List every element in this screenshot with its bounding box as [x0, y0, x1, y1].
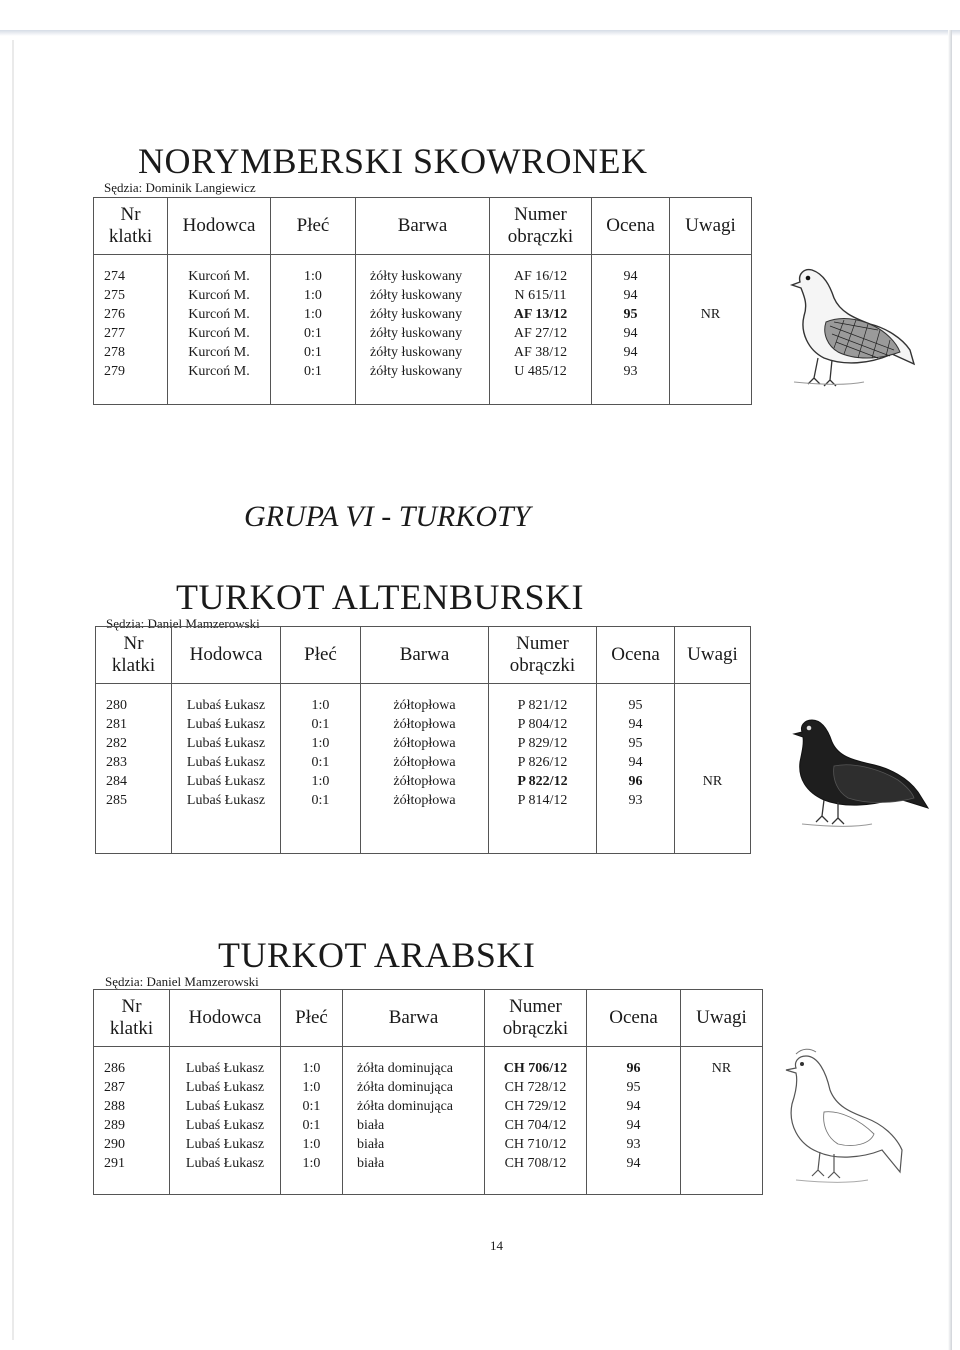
- header-color: Barwa: [361, 627, 489, 684]
- cell-nr: 276: [104, 307, 125, 322]
- cell-ring: P 814/12: [517, 793, 568, 808]
- cell-breeder: Lubaś Łukasz: [186, 736, 266, 751]
- header-color: Barwa: [356, 198, 490, 255]
- cell-color: żółta dominująca: [357, 1080, 454, 1095]
- cell-breeder: Lubaś Łukasz: [186, 717, 266, 732]
- entries-table: [93, 197, 752, 405]
- cell-breeder: Lubaś Łukasz: [185, 1061, 265, 1076]
- scan-right-edge: [948, 30, 952, 1350]
- cell-breeder: Lubaś Łukasz: [186, 755, 266, 770]
- cell-ring: CH 710/12: [504, 1137, 567, 1152]
- entries-table: [93, 989, 763, 1195]
- cell-score: 94: [626, 1099, 641, 1114]
- header-ring: Numer obrączki: [490, 198, 592, 255]
- header-sex: Płeć: [271, 198, 356, 255]
- cell-notes: [675, 734, 750, 753]
- column-score: [587, 1047, 681, 1195]
- cell-ring: CH 706/12: [503, 1061, 568, 1076]
- header-score: Ocena: [597, 627, 675, 684]
- page-number: 14: [490, 1238, 503, 1253]
- column-color: [356, 255, 490, 405]
- cell-color: żółtopłowa: [393, 698, 456, 713]
- cell-notes: [670, 324, 751, 343]
- column-sex: [271, 255, 356, 405]
- scan-top-edge: [0, 30, 960, 36]
- cell-notes: [675, 715, 750, 734]
- cell-score: 96: [628, 774, 643, 789]
- cell-color: żółty łuskowany: [370, 345, 463, 360]
- cell-nr: 291: [104, 1156, 125, 1171]
- cell-notes: [670, 343, 751, 362]
- cell-color: żółty łuskowany: [370, 288, 463, 303]
- column-sex: [281, 684, 361, 854]
- section-title-norymberski: NORYMBERSKI SKOWRONEK: [138, 141, 648, 181]
- cell-ring: CH 704/12: [504, 1118, 567, 1133]
- cell-ring: P 821/12: [517, 698, 568, 713]
- header-nr: Nr klatki: [94, 990, 170, 1047]
- header-breeder: Hodowca: [172, 627, 281, 684]
- cell-sex: 1:0: [302, 1080, 321, 1095]
- column-breeder: [168, 255, 271, 405]
- cell-color: żółty łuskowany: [370, 307, 463, 322]
- cell-color: biała: [357, 1137, 385, 1152]
- scan-left-edge: [12, 40, 14, 1340]
- cell-notes: [681, 1078, 762, 1097]
- judge-line: Sędzia: Daniel Mamzerowski: [106, 616, 260, 631]
- cell-score: 94: [626, 1118, 641, 1133]
- judge-line: Sędzia: Daniel Mamzerowski: [105, 974, 259, 989]
- header-notes: Uwagi: [670, 198, 752, 255]
- cell-sex: 1:0: [304, 288, 322, 303]
- column-score: [592, 255, 670, 405]
- cell-nr: 281: [106, 717, 127, 732]
- cell-color: żółtopłowa: [393, 717, 456, 732]
- cell-score: 94: [623, 326, 638, 341]
- column-sex: [281, 1047, 343, 1195]
- column-color: [343, 1047, 485, 1195]
- column-ring: [490, 255, 592, 405]
- cell-ring: P 804/12: [517, 717, 568, 732]
- cell-breeder: Lubaś Łukasz: [185, 1137, 265, 1152]
- column-notes: [681, 1047, 763, 1195]
- cell-color: żółta dominująca: [357, 1061, 454, 1076]
- pigeon-outline-illustration: [772, 1040, 912, 1190]
- cell-sex: 1:0: [311, 736, 330, 751]
- cell-breeder: Lubaś Łukasz: [186, 793, 266, 808]
- column-notes: [670, 255, 752, 405]
- cell-color: biała: [357, 1118, 385, 1133]
- cell-color: żółtopłowa: [393, 736, 456, 751]
- cell-notes: [681, 1154, 762, 1173]
- cell-breeder: Lubaś Łukasz: [185, 1156, 265, 1171]
- cell-color: żółta dominująca: [357, 1099, 454, 1114]
- cell-nr: 282: [106, 736, 127, 751]
- cell-sex: 0:1: [311, 793, 330, 808]
- cell-breeder: Kurcoń M.: [188, 288, 250, 303]
- entries-table: [95, 626, 751, 854]
- cell-ring: P 826/12: [517, 755, 568, 770]
- cell-nr: 288: [104, 1099, 125, 1114]
- cell-color: żółty łuskowany: [370, 269, 463, 284]
- column-nr: [96, 684, 172, 854]
- column-ring: [489, 684, 597, 854]
- cell-sex: 0:1: [304, 364, 322, 379]
- cell-sex: 0:1: [302, 1099, 321, 1114]
- cell-nr: 285: [106, 793, 127, 808]
- header-nr: Nr klatki: [94, 198, 168, 255]
- cell-nr: 280: [106, 698, 127, 713]
- cell-ring: CH 729/12: [504, 1099, 567, 1114]
- cell-sex: 1:0: [302, 1156, 321, 1171]
- cell-notes: [670, 362, 751, 381]
- column-nr: [94, 255, 168, 405]
- cell-sex: 1:0: [302, 1061, 321, 1076]
- cell-score: 96: [626, 1061, 641, 1076]
- cell-color: żółtopłowa: [393, 793, 456, 808]
- cell-sex: 0:1: [304, 345, 322, 360]
- column-ring: [485, 1047, 587, 1195]
- cell-nr: 287: [104, 1080, 125, 1095]
- cell-notes: [670, 286, 751, 305]
- cell-notes: [675, 696, 750, 715]
- cell-sex: 0:1: [304, 326, 322, 341]
- cell-notes: NR: [702, 774, 723, 789]
- cell-ring: P 829/12: [517, 736, 568, 751]
- cell-nr: 284: [106, 774, 127, 789]
- cell-score: 93: [628, 793, 643, 808]
- cell-breeder: Kurcoń M.: [188, 345, 250, 360]
- cell-ring: CH 708/12: [504, 1156, 567, 1171]
- cell-nr: 278: [104, 345, 125, 360]
- cell-ring: CH 728/12: [504, 1080, 567, 1095]
- header-nr: Nr klatki: [96, 627, 172, 684]
- cell-score: 94: [623, 345, 638, 360]
- cell-score: 94: [628, 755, 643, 770]
- cell-nr: 289: [104, 1118, 125, 1133]
- cell-score: 93: [626, 1137, 641, 1152]
- cell-nr: 290: [104, 1137, 125, 1152]
- pigeon-scaled-illustration: [774, 252, 924, 402]
- cell-ring: AF 27/12: [513, 326, 568, 341]
- cell-sex: 0:1: [311, 755, 330, 770]
- cell-ring: AF 16/12: [513, 269, 568, 284]
- cell-nr: 274: [104, 269, 125, 284]
- pigeon-dark-illustration: [782, 712, 932, 832]
- cell-breeder: Lubaś Łukasz: [185, 1080, 265, 1095]
- cell-color: żółty łuskowany: [370, 364, 463, 379]
- cell-breeder: Lubaś Łukasz: [185, 1099, 265, 1114]
- cell-nr: 286: [104, 1061, 125, 1076]
- cell-breeder: Lubaś Łukasz: [185, 1118, 265, 1133]
- header-notes: Uwagi: [675, 627, 751, 684]
- cell-sex: 1:0: [304, 269, 322, 284]
- cell-notes: NR: [711, 1061, 732, 1076]
- cell-breeder: Kurcoń M.: [188, 307, 250, 322]
- column-color: [361, 684, 489, 854]
- cell-notes: [681, 1097, 762, 1116]
- cell-nr: 277: [104, 326, 125, 341]
- column-breeder: [172, 684, 281, 854]
- cell-ring: AF 38/12: [513, 345, 568, 360]
- cell-score: 95: [623, 307, 638, 322]
- header-sex: Płeć: [281, 627, 361, 684]
- cell-sex: 0:1: [311, 717, 330, 732]
- cell-nr: 275: [104, 288, 125, 303]
- cell-score: 93: [623, 364, 638, 379]
- cell-color: żółty łuskowany: [370, 326, 463, 341]
- cell-notes: [675, 753, 750, 772]
- cell-ring: P 822/12: [517, 774, 568, 789]
- cell-notes: [675, 791, 750, 810]
- cell-breeder: Kurcoń M.: [188, 326, 250, 341]
- cell-notes: [681, 1116, 762, 1135]
- cell-score: 94: [623, 288, 638, 303]
- cell-nr: 283: [106, 755, 127, 770]
- column-score: [597, 684, 675, 854]
- column-notes: [675, 684, 751, 854]
- cell-score: 95: [626, 1080, 641, 1095]
- cell-breeder: Kurcoń M.: [188, 364, 250, 379]
- cell-notes: [670, 267, 751, 286]
- cell-score: 94: [626, 1156, 641, 1171]
- cell-color: biała: [357, 1156, 385, 1171]
- header-breeder: Hodowca: [168, 198, 271, 255]
- header-breeder: Hodowca: [170, 990, 281, 1047]
- header-ring: Numer obrączki: [485, 990, 587, 1047]
- header-score: Ocena: [587, 990, 681, 1047]
- header-color: Barwa: [343, 990, 485, 1047]
- cell-ring: AF 13/12: [513, 307, 568, 322]
- cell-sex: 0:1: [302, 1118, 321, 1133]
- cell-sex: 1:0: [304, 307, 322, 322]
- cell-breeder: Lubaś Łukasz: [186, 774, 266, 789]
- cell-color: żółtopłowa: [393, 774, 456, 789]
- section-title-arabski: TURKOT ARABSKI: [218, 935, 536, 975]
- header-ring: Numer obrączki: [489, 627, 597, 684]
- cell-sex: 1:0: [311, 774, 330, 789]
- cell-sex: 1:0: [311, 698, 330, 713]
- header-notes: Uwagi: [681, 990, 763, 1047]
- header-score: Ocena: [592, 198, 670, 255]
- column-nr: [94, 1047, 170, 1195]
- section-title-altenburski: TURKOT ALTENBURSKI: [176, 577, 585, 617]
- cell-score: 94: [628, 717, 643, 732]
- cell-breeder: Lubaś Łukasz: [186, 698, 266, 713]
- cell-ring: U 485/12: [514, 364, 567, 379]
- cell-notes: [681, 1135, 762, 1154]
- cell-nr: 279: [104, 364, 125, 379]
- judge-line: Sędzia: Dominik Langiewicz: [104, 180, 256, 195]
- cell-notes: NR: [700, 307, 721, 322]
- header-sex: Płeć: [281, 990, 343, 1047]
- cell-score: 95: [628, 736, 643, 751]
- column-breeder: [170, 1047, 281, 1195]
- cell-breeder: Kurcoń M.: [188, 269, 250, 284]
- cell-ring: N 615/11: [514, 288, 567, 303]
- cell-color: żółtopłowa: [393, 755, 456, 770]
- group-title: GRUPA VI - TURKOTY: [244, 500, 531, 533]
- cell-score: 95: [628, 698, 643, 713]
- cell-score: 94: [623, 269, 638, 284]
- cell-sex: 1:0: [302, 1137, 321, 1152]
